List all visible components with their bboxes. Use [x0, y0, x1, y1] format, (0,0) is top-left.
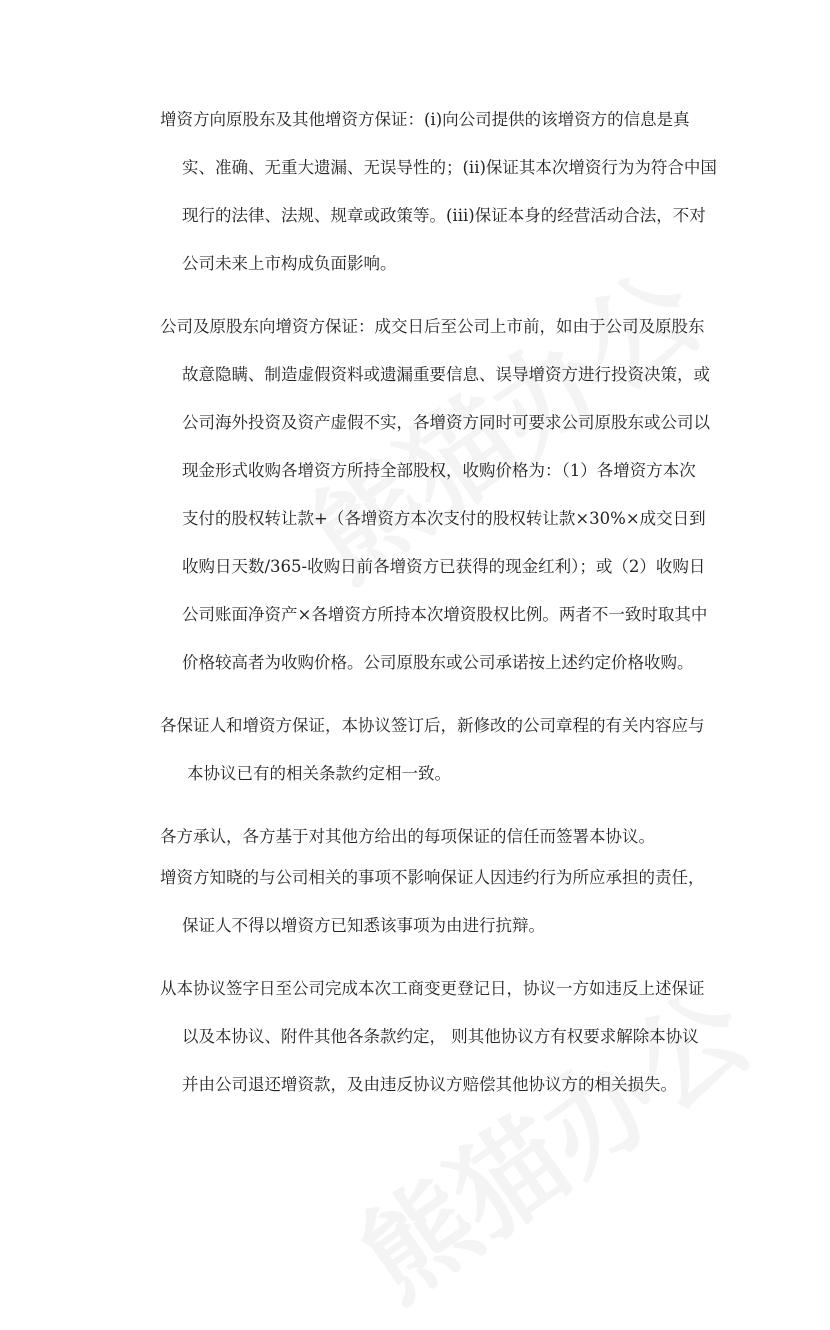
paragraph-line: 实、准确、无重大遗漏、无误导性的；(ii)保证其本次增资行为为符合中国 [182, 158, 717, 177]
watermark [324, 948, 775, 1330]
paragraph-line: 公司未来上市构成负面影响。 [182, 254, 397, 273]
paragraph-line: 现行的法律、法规、规章或政策等。(iii)保证本身的经营活动合法，不对 [182, 206, 706, 225]
paragraph-line: 保证人不得以增资方已知悉该事项为由进行抗辩。 [182, 916, 545, 935]
paragraph-line: 公司及原股东向增资方保证：成交日后至公司上市前，如由于公司及原股东 [160, 317, 705, 336]
paragraph-line: 公司账面净资产×各增资方所持本次增资股权比例。两者不一致时取其中 [182, 605, 708, 624]
paragraph-line: 公司海外投资及资产虚假不实，各增资方同时可要求公司原股东或公司以 [182, 413, 710, 432]
paragraph-line: 各保证人和增资方保证，本协议签订后，新修改的公司章程的有关内容应与 [160, 716, 705, 735]
paragraph-line: 支付的股权转让款+（各增资方本次支付的股权转让款×30%×成交日到 [182, 509, 706, 528]
paragraph-line: 各方承认，各方基于对其他方给出的每项保证的信任而签署本协议。 [160, 827, 655, 846]
paragraph-line: 增资方向原股东及其他增资方保证：(i)向公司提供的该增资方的信息是真 [160, 110, 690, 129]
paragraph-line: 本协议已有的相关条款约定相一致。 [187, 764, 451, 783]
paragraph-line: 收购日天数/365-收购日前各增资方已获得的现金红利）；或（2）收购日 [182, 557, 706, 576]
paragraph-line: 增资方知晓的与公司相关的事项不影响保证人因违约行为所应承担的责任， [160, 868, 705, 887]
paragraph-line: 价格较高者为收购价格。公司原股东或公司承诺按上述约定价格收购。 [182, 653, 694, 672]
paragraph-line: 现金形式收购各增资方所持全部股权，收购价格为：（1）各增资方本次 [182, 461, 696, 480]
paragraph-line: 从本协议签字日至公司完成本次工商变更登记日，协议一方如违反上述保证 [160, 979, 705, 998]
paragraph-line: 故意隐瞒、制造虚假资料或遗漏重要信息、误导增资方进行投资决策，或 [182, 365, 710, 384]
paragraph-line: 以及本协议、附件其他各条款约定， 则其他协议方有权要求解除本协议 [182, 1027, 699, 1046]
paragraph-line: 并由公司退还增资款，及由违反协议方赔偿其他协议方的相关损失。 [182, 1075, 677, 1094]
